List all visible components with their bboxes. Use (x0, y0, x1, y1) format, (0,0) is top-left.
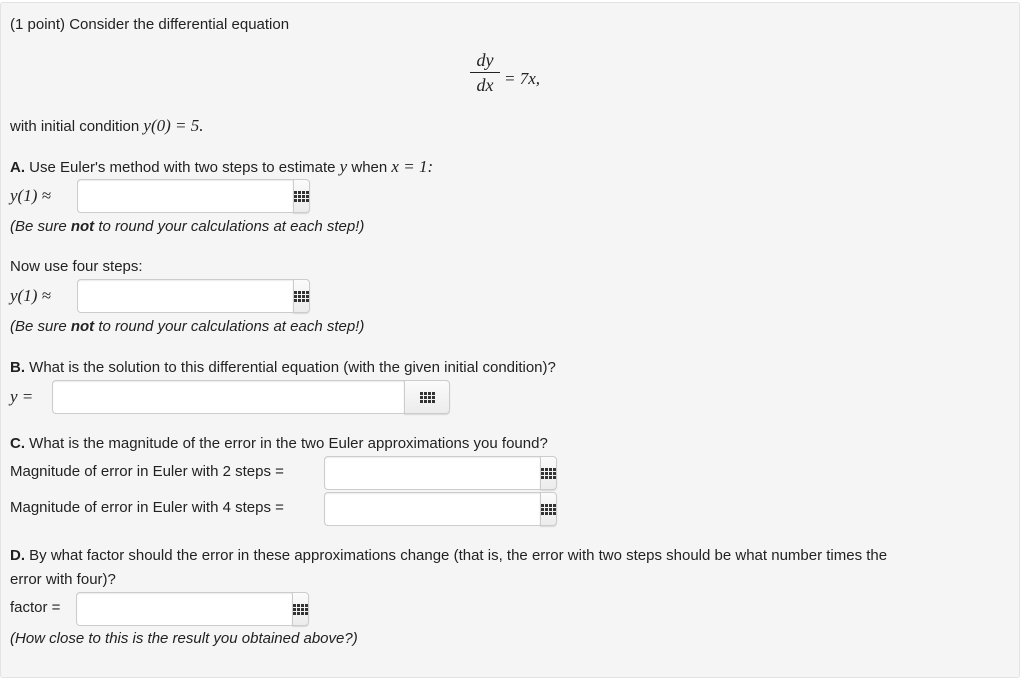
part-c-question (10, 435, 548, 453)
equation-editor-button[interactable] (293, 179, 310, 213)
fraction-bar (470, 72, 500, 73)
error-2-steps-field (324, 456, 551, 490)
equation-rhs: = 7x, (504, 69, 541, 88)
note-text: (Be sure (10, 318, 71, 335)
part-a-cond: x = 1: (391, 157, 434, 176)
part-b-question (10, 359, 556, 377)
part-a-when: when (347, 159, 392, 176)
equation-editor-button[interactable] (293, 279, 310, 313)
note-emphasis: not (70, 218, 95, 235)
part-b-solution-field (52, 380, 450, 414)
part-d-question (10, 547, 887, 565)
factor-field (76, 592, 261, 626)
factor-input[interactable] (76, 592, 292, 626)
factor-label: factor = (10, 599, 61, 616)
part-b-label: B. (10, 359, 25, 376)
part-a-question (10, 158, 433, 177)
part-a-two-steps-field (77, 179, 261, 213)
grid-keypad-icon (293, 604, 308, 615)
error-4-steps-field (324, 492, 551, 526)
error-4-steps-input[interactable] (324, 492, 540, 526)
grid-keypad-icon (541, 468, 556, 479)
part-b-text: What is the solution to this differential equation (with the given initial condition)? (25, 359, 556, 376)
part-d-text: By what factor should the error in these approximations change (that is, the error with two steps should be what number times the (25, 547, 888, 564)
part-a-note-2 (10, 318, 364, 336)
initial-condition (10, 117, 204, 136)
initial-condition-math: y(0) = 5. (143, 116, 204, 135)
equation-editor-button[interactable] (540, 492, 557, 526)
problem-intro: (1 point) Consider the differential equation (10, 16, 290, 33)
part-c-label: C. (10, 435, 25, 452)
initial-condition-text: with initial condition (10, 118, 144, 135)
part-a-var: y (339, 157, 348, 176)
note-text: to round your calculations at each step!) (94, 318, 365, 335)
note-text: to round your calculations at each step!) (94, 218, 365, 235)
fraction-denominator: dx (476, 75, 494, 95)
part-c-text: What is the magnitude of the error in the two Euler approximations you found? (25, 435, 548, 452)
error-2-steps-input[interactable] (324, 456, 540, 490)
grid-keypad-icon (294, 291, 309, 302)
error-4-steps-label: Magnitude of error in Euler with 4 steps = (10, 499, 284, 516)
part-a-label: A. (10, 159, 25, 176)
derivative-fraction (470, 50, 500, 95)
note-emphasis: not (70, 318, 95, 335)
part-a-text: Use Euler's method with two steps to estimate (25, 159, 340, 176)
equation-editor-button[interactable] (292, 592, 309, 626)
grid-keypad-icon (541, 504, 556, 515)
part-a-four-steps-field (77, 279, 261, 313)
equation-editor-button[interactable] (404, 380, 450, 414)
error-2-steps-label: Magnitude of error in Euler with 2 steps = (10, 463, 284, 480)
part-b-solution-input[interactable] (52, 380, 404, 414)
note-text: (Be sure (10, 218, 71, 235)
four-steps-label: Now use four steps: (10, 258, 143, 275)
part-a-four-steps-input[interactable] (77, 279, 293, 313)
part-a-two-steps-input[interactable] (77, 179, 293, 213)
fraction-numerator: dy (476, 50, 494, 70)
equation-editor-button[interactable] (540, 456, 557, 490)
grid-keypad-icon (294, 191, 309, 202)
part-b-lhs: y = (10, 387, 34, 406)
problem-panel (0, 2, 1020, 678)
part-a-lhs-2: y(1) ≈ (10, 286, 51, 305)
grid-keypad-icon (420, 392, 435, 403)
part-a-note-1 (10, 218, 364, 236)
part-d-question-continued: error with four)? (10, 571, 116, 588)
part-a-lhs-1: y(1) ≈ (10, 186, 51, 205)
part-d-label: D. (10, 547, 25, 564)
part-d-note: (How close to this is the result you obtained above?) (10, 630, 358, 647)
